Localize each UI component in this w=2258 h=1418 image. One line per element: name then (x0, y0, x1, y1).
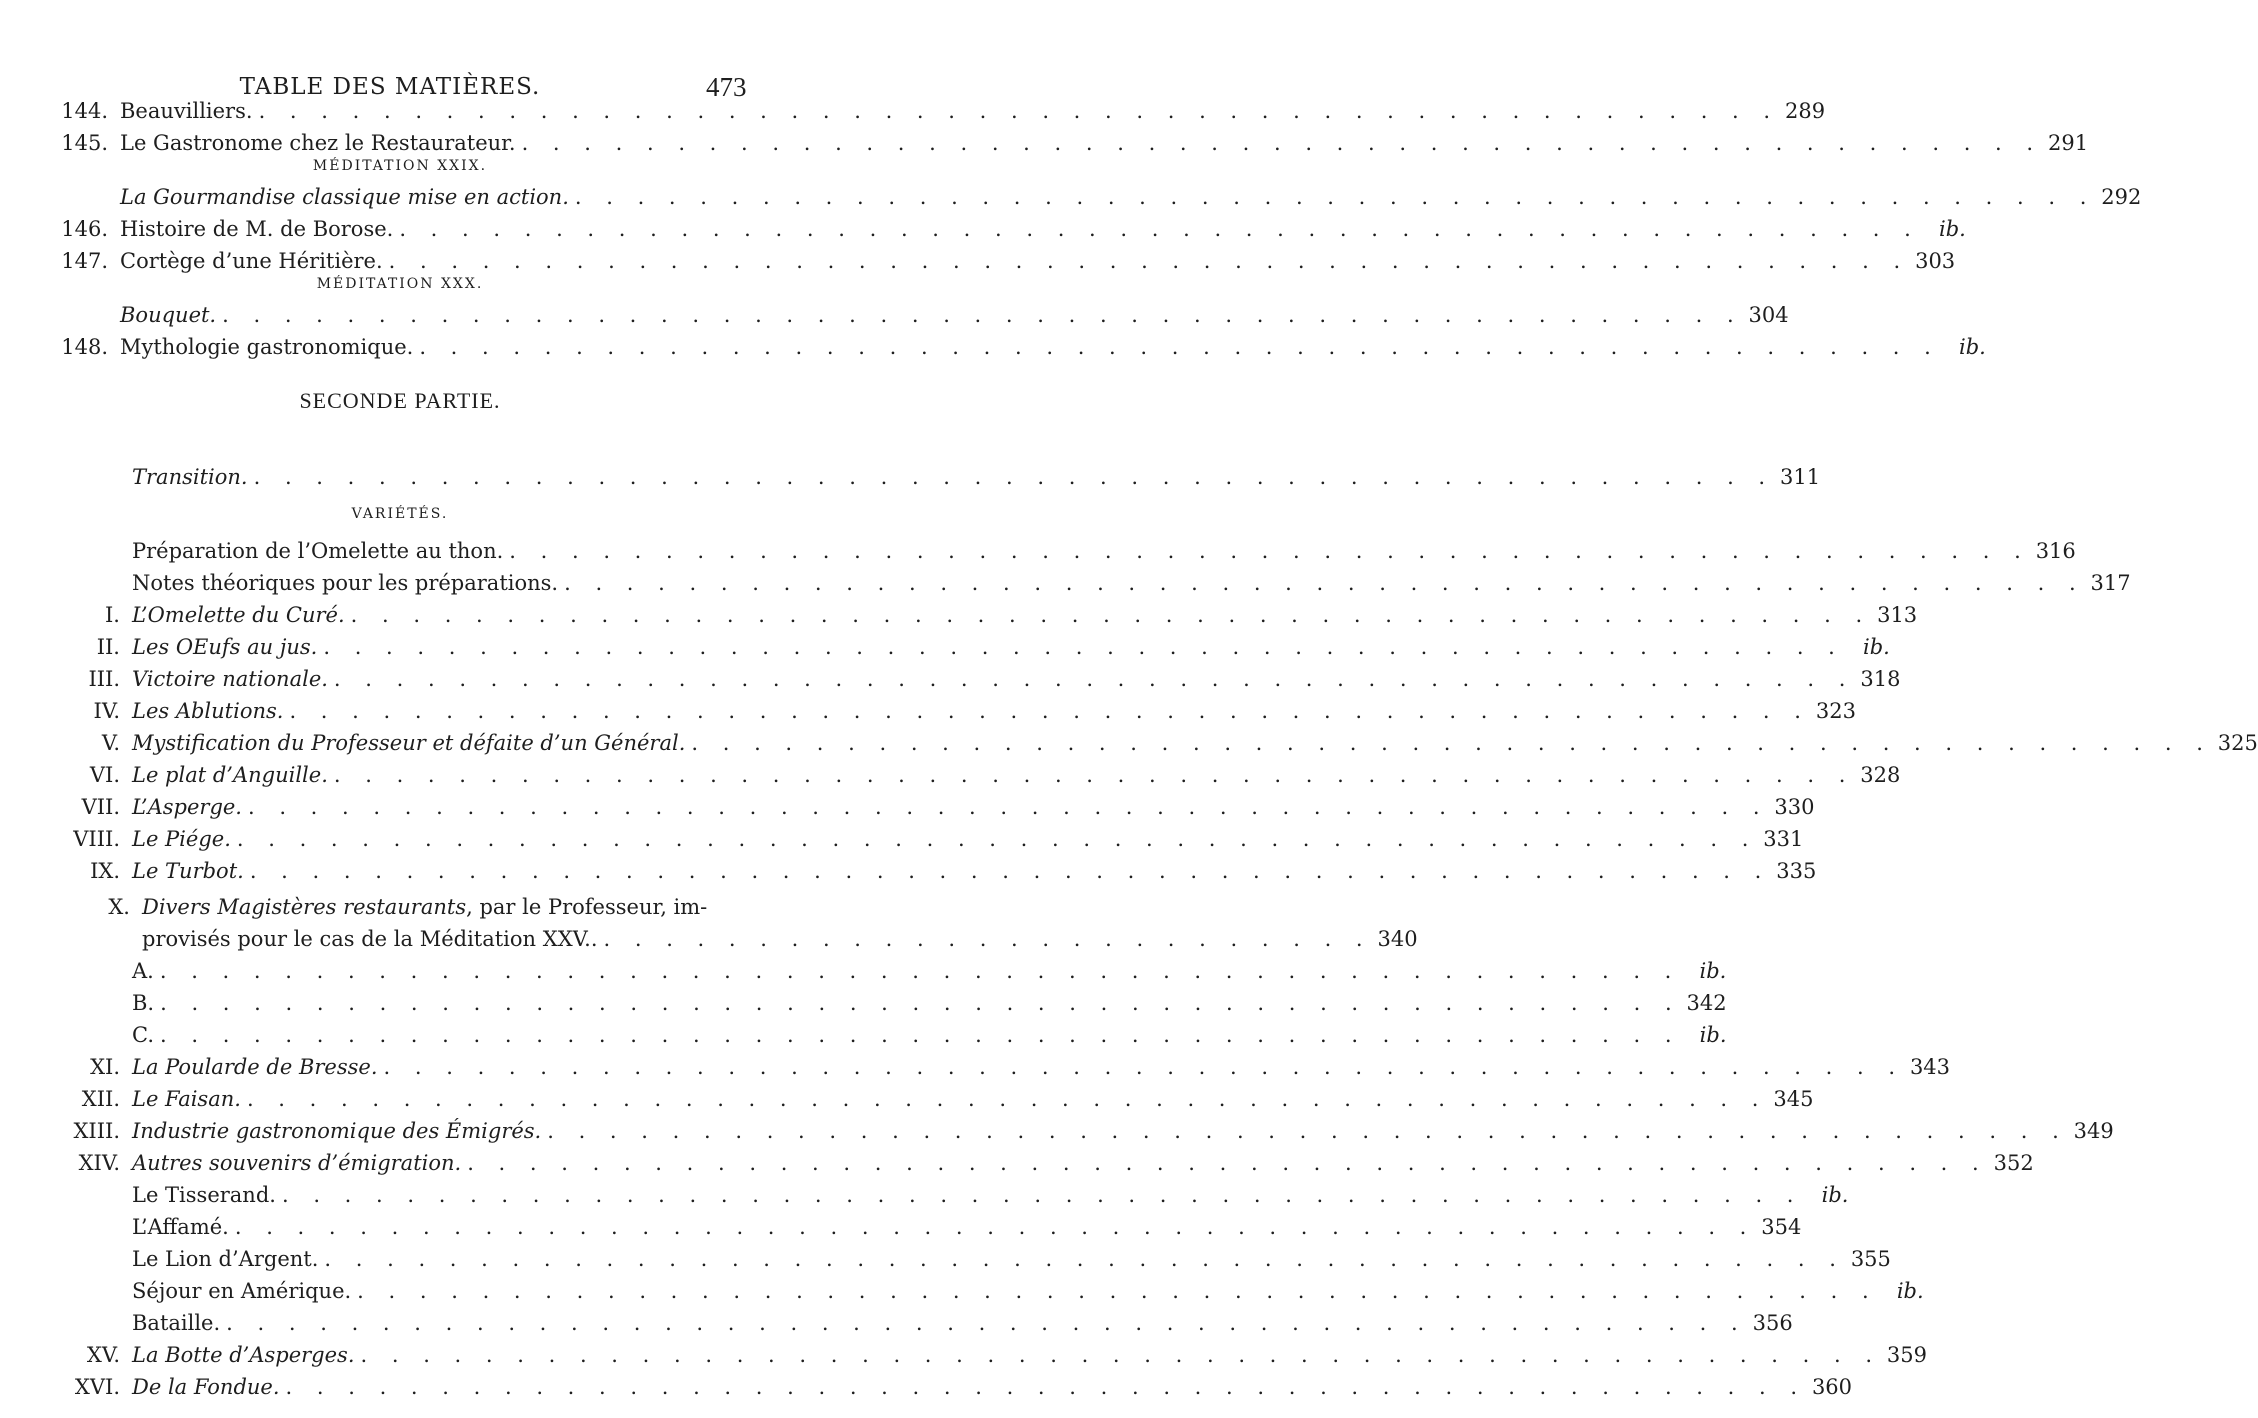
toc-entry (61, 214, 1966, 244)
toc-entry (73, 824, 1804, 854)
toc-entry (78, 1148, 2034, 1178)
entry-title: Les Ablutions. (132, 699, 284, 723)
leader-dots: . . . . . . . . . . . . . . . . . . . . . . . . . . . . . . . . . . . . . . . . . . . . . . . . . (160, 1023, 1681, 1047)
leader-dots: . . . . . . . . . . . . . . . . . . . . . . . . . . . . . . . . . . . . . . . . . . . . . . . . . (247, 795, 1769, 819)
entry-title: Le Tisserand. (132, 1183, 276, 1207)
entry-page: ib. (1699, 1023, 1727, 1047)
entry-page: 330 (1774, 795, 1815, 819)
entry-title: La Gourmandise classique mise en action. (120, 185, 569, 209)
entry-page: 356 (1752, 1311, 1793, 1335)
leader-dots: . . . . . . . . . . . . . . . . . . . . . . . . . . . . . . . . . . . . . . . . . . . . . . . . . (258, 99, 1780, 123)
entry-number: XI. (90, 1055, 120, 1079)
leader-dots: . . . . . . . . . . . . . . . . . . . . . . . . . . . . . . . . . . . . . . . . . . . . . . . . . (160, 991, 1681, 1015)
entry-page: 331 (1763, 827, 1804, 851)
entry-page: 325 (2217, 731, 2258, 755)
entry-title: Le Turbot. (132, 859, 244, 883)
entry-title: Le Lion d’Argent. (132, 1247, 319, 1271)
entry-page: ib. (1699, 959, 1727, 983)
entry-page: ib. (1863, 635, 1890, 659)
entry-page: 359 (1886, 1343, 1928, 1367)
entry-page: 360 (1811, 1375, 1853, 1399)
entry-title: La Poularde de Bresse. (132, 1055, 378, 1079)
leader-dots: . . . . . . . . . . . . . . . . . . . . . . . . . . . . . . . . . . . . . . . . . . . . . . . . . (289, 699, 1810, 723)
toc-entry (120, 182, 2142, 212)
leader-dots: . . . . . . . . . . . . . . . . . . . . . . . . . . . . . . . . . . . . . . . . . . . . . . . . . (691, 731, 2212, 755)
leader-dots: . . . . . . . . . . . . . . . . . . . . . . . . . . . . . . . . . . . . . . . . . . . . . . . . . (236, 827, 1758, 851)
toc-entry (101, 728, 2258, 758)
entry-number: X. (108, 895, 130, 919)
entry-page: 352 (1993, 1151, 2034, 1175)
entry-title: L’Affamé. (132, 1215, 229, 1239)
entry-title: Préparation de l’Omelette au thon. (132, 539, 504, 563)
leader-dots: . . . . . . . . . . . . . . . . . . . . . . . . . . . . . . . . . . . . . . . . . . . . . . . . . (399, 217, 1920, 241)
entry-page: 291 (2047, 131, 2089, 155)
entry-page: 342 (1686, 991, 1727, 1015)
entry-page: 303 (1915, 249, 1956, 273)
entry-page: 318 (1860, 667, 1901, 691)
toc-entry (93, 696, 1856, 726)
entry-title: A. (132, 959, 154, 983)
toc-entry (132, 988, 1727, 1018)
entry-number: 145. (61, 131, 108, 155)
entry-number: III. (88, 667, 120, 691)
toc-entry (61, 332, 1986, 362)
entry-title: provisés pour le cas de la Méditation XXV.. (142, 927, 598, 951)
leader-dots: . . . . . . . . . . . . . . . . . . . . . . . . . . . . . . . . . . . . . . . . . . . . . . . . . (467, 1151, 1988, 1175)
toc-entry (81, 792, 1815, 822)
entry-page: 354 (1761, 1215, 1802, 1239)
entry-page: ib. (1821, 1183, 1849, 1207)
entry-title: Transition. (132, 465, 248, 489)
toc-entry (61, 246, 1956, 276)
entry-page: 289 (1784, 99, 1826, 123)
leader-dots: . . . . . . . . . . . . . . . . . . . . . . . . . . . . . . . . . . . . . . . . . . . . . . . . . (509, 539, 2030, 563)
entry-title: Beauvilliers. (120, 99, 253, 123)
page-number: 473 (706, 72, 747, 102)
entry-title: Bouquet. (120, 303, 217, 327)
entry-page: 345 (1773, 1087, 1814, 1111)
toc-entry (132, 1276, 1924, 1306)
entry-title: Autres souvenirs d’émigration. (132, 1151, 462, 1175)
toc-entry (132, 1212, 1802, 1242)
entry-page: 313 (1877, 603, 1918, 627)
entry-title: Histoire de M. de Borose. (120, 217, 394, 241)
entry-page: ib. (1959, 335, 1986, 359)
leader-dots: . . . . . . . . . . . . . . . . . . . . . . . . . . . . . . . . . . . . . . . . . . . . . . . . . (360, 1343, 1882, 1367)
entry-page: 311 (1780, 465, 1821, 489)
entry-page: 340 (1377, 927, 1418, 951)
entry-title: Victoire nationale. (132, 667, 328, 691)
toc-entry-x-line2 (142, 924, 1418, 954)
entry-page: 292 (2101, 185, 2142, 209)
leader-dots: . . . . . . . . . . . . . . . . . . . . . . . . . . . . . . . . . . . . . . . . . . . . . . . . . (222, 303, 1743, 327)
entry-title: Cortège d’une Héritière. (120, 249, 383, 273)
leader-dots: . . . . . . . . . . . . . . . . . . . . . . . . . . . . . . . . . . . . . . . . . . . . . . . . . (281, 1183, 1803, 1207)
toc-entry (89, 760, 1901, 790)
toc-entry (120, 300, 1789, 330)
leader-dots: . . . . . . . . . . . . . . . . . . . . . . . . . . . . . . . . . . . . . . . . . . . . . . . . . (574, 185, 2096, 209)
entry-number: 144. (61, 99, 108, 123)
part-title: SECONDE PARTIE. (299, 388, 501, 413)
leader-dots: . . . . . . . . . . . . . . . . . . . . . . . . . . . . . . . . . . . . . . . . . . . . . . . . . (419, 335, 1940, 359)
entry-number: I. (105, 603, 120, 627)
entry-number: XIV. (78, 1151, 120, 1175)
section-heading-meditation-29: MÉDITATION XXIX. (312, 158, 488, 174)
leader-dots: . . . . . . . . . . . . . . . . . . . . . . . . . . . . . . . . . . . . . . . . . . . . . . . . . (323, 635, 1844, 659)
toc-entry (86, 1340, 1928, 1370)
entry-page: ib. (1939, 217, 1966, 241)
entry-number: VI. (89, 763, 120, 787)
entry-number: XII. (81, 1087, 120, 1111)
entry-number: V. (101, 731, 120, 755)
leader-dots: . . . . . . . . . . . . . . . . . . . . . . . . . . . . . . . . . . . . . . . . . . . . . . . . . (253, 465, 1775, 489)
entry-title: Séjour en Amérique. (132, 1279, 352, 1303)
toc-entry (61, 96, 1826, 126)
entry-page: 323 (1815, 699, 1856, 723)
entry-title: Le Faisan. (132, 1087, 241, 1111)
entry-title: Les OEufs au jus. (132, 635, 318, 659)
entry-title-italic: Divers Magistères restaurants (142, 895, 467, 919)
entry-number: XIII. (73, 1119, 120, 1143)
toc-entry (81, 1084, 1814, 1114)
toc-entry (132, 1180, 1849, 1210)
entry-title: Le Gastronome chez le Restaurateur. (120, 131, 516, 155)
entry-page: 355 (1850, 1247, 1891, 1271)
leader-dots: . . . . . . . . . . . . . . . . . . . . . . . . . . . . . . . . . . . . . . . . . . . . . . . . . (350, 603, 1872, 627)
entry-number: 147. (61, 249, 108, 273)
entry-title: Le plat d’Anguille. (132, 763, 328, 787)
leader-dots: . . . . . . . . . . . . . . . . . . . . . . . . . . . . . . . . . . . . . . . . . . . . . . . . . (333, 763, 1855, 787)
toc-entry (132, 1244, 1891, 1274)
entry-page: 335 (1776, 859, 1817, 883)
toc-entry (132, 568, 2131, 598)
toc-entry (105, 600, 1918, 630)
entry-title: Notes théoriques pour les préparations. (132, 571, 559, 595)
entry-title: L’Asperge. (132, 795, 242, 819)
leader-dots: . . . . . . . . . . . . . . . . . . . . . . . . . . . . . . . . . . . . . . . . . . . . . . . . . (246, 1087, 1768, 1111)
entry-number: IX. (90, 859, 120, 883)
entry-number: IV. (93, 699, 120, 723)
leader-dots: . . . . . . . . . . . . . . . . . . . . . . . . . (603, 927, 1372, 951)
leader-dots: . . . . . . . . . . . . . . . . . . . . . . . . . . . . . . . . . . . . . . . . . . . . . . . . . (249, 859, 1771, 883)
entry-title: Bataille. (132, 1311, 221, 1335)
leader-dots: . . . . . . . . . . . . . . . . . . . . . . . . . . . . . . . . . . . . . . . . . . . . . . . . . (226, 1311, 1747, 1335)
entry-title: Mystification du Professeur et défaite d’un Général. (132, 731, 686, 755)
entry-title: La Botte d’Asperges. (132, 1343, 355, 1367)
toc-entry (90, 1052, 1951, 1082)
leader-dots: . . . . . . . . . . . . . . . . . . . . . . . . . . . . . . . . . . . . . . . . . . . . . . . . . (547, 1119, 2068, 1143)
leader-dots: . . . . . . . . . . . . . . . . . . . . . . . . . . . . . . . . . . . . . . . . . . . . . . . . . (383, 1055, 1905, 1079)
entry-page: ib. (1896, 1279, 1924, 1303)
entry-number: 148. (61, 335, 108, 359)
entry-title: Le Piége. (132, 827, 231, 851)
running-title: TABLE DES MATIÈRES. (239, 74, 541, 100)
entry-title: Mythologie gastronomique. (120, 335, 414, 359)
leader-dots: . . . . . . . . . . . . . . . . . . . . . . . . . . . . . . . . . . . . . . . . . . . . . . . . . (159, 959, 1681, 983)
toc-entry (90, 856, 1817, 886)
entry-title: De la Fondue. (132, 1375, 280, 1399)
entry-number: VIII. (73, 827, 120, 851)
toc-entry (132, 1020, 1727, 1050)
toc-entry-x-line1 (108, 892, 708, 922)
toc-entry (96, 632, 1890, 662)
entry-page: 304 (1748, 303, 1789, 327)
entry-page: 317 (2090, 571, 2131, 595)
entry-title: B. (132, 991, 155, 1015)
leader-dots: . . . . . . . . . . . . . . . . . . . . . . . . . . . . . . . . . . . . . . . . . . . . . . . . . (388, 249, 1910, 273)
entry-page: 343 (1909, 1055, 1951, 1079)
entry-page: 316 (2035, 539, 2076, 563)
toc-entry (61, 128, 2089, 158)
section-heading-meditation-30: MÉDITATION XXX. (316, 276, 484, 292)
leader-dots: . . . . . . . . . . . . . . . . . . . . . . . . . . . . . . . . . . . . . . . . . . . . . . . . . (357, 1279, 1878, 1303)
toc-entry (132, 462, 1821, 492)
entry-number: VII. (81, 795, 120, 819)
toc-entry (74, 1372, 1853, 1402)
section-heading-varietes: VARIÉTÉS. (351, 506, 449, 522)
leader-dots: . . . . . . . . . . . . . . . . . . . . . . . . . . . . . . . . . . . . . . . . . . . . . . . . . (521, 131, 2043, 155)
entry-number: XVI. (74, 1375, 120, 1399)
entry-title: Industrie gastronomique des Émigrés. (132, 1119, 542, 1143)
toc-entry (132, 536, 2076, 566)
entry-number: II. (96, 635, 120, 659)
toc-entry (88, 664, 1901, 694)
entry-page: 349 (2073, 1119, 2114, 1143)
leader-dots: . . . . . . . . . . . . . . . . . . . . . . . . . . . . . . . . . . . . . . . . . . . . . . . . . (324, 1247, 1845, 1271)
entry-title-rest: , par le Professeur, im- (466, 895, 708, 919)
leader-dots: . . . . . . . . . . . . . . . . . . . . . . . . . . . . . . . . . . . . . . . . . . . . . . . . . (285, 1375, 1807, 1399)
leader-dots: . . . . . . . . . . . . . . . . . . . . . . . . . . . . . . . . . . . . . . . . . . . . . . . . . (564, 571, 2085, 595)
entry-title: L’Omelette du Curé. (132, 603, 345, 627)
entry-page: 328 (1860, 763, 1901, 787)
leader-dots: . . . . . . . . . . . . . . . . . . . . . . . . . . . . . . . . . . . . . . . . . . . . . . . . . (234, 1215, 1756, 1239)
entry-number: 146. (61, 217, 108, 241)
leader-dots: . . . . . . . . . . . . . . . . . . . . . . . . . . . . . . . . . . . . . . . . . . . . . . . . . (333, 667, 1855, 691)
entry-number: XV. (86, 1343, 120, 1367)
toc-entry (132, 1308, 1793, 1338)
toc-entry (73, 1116, 2114, 1146)
toc-entry (132, 956, 1727, 986)
entry-title: C. (132, 1023, 154, 1047)
